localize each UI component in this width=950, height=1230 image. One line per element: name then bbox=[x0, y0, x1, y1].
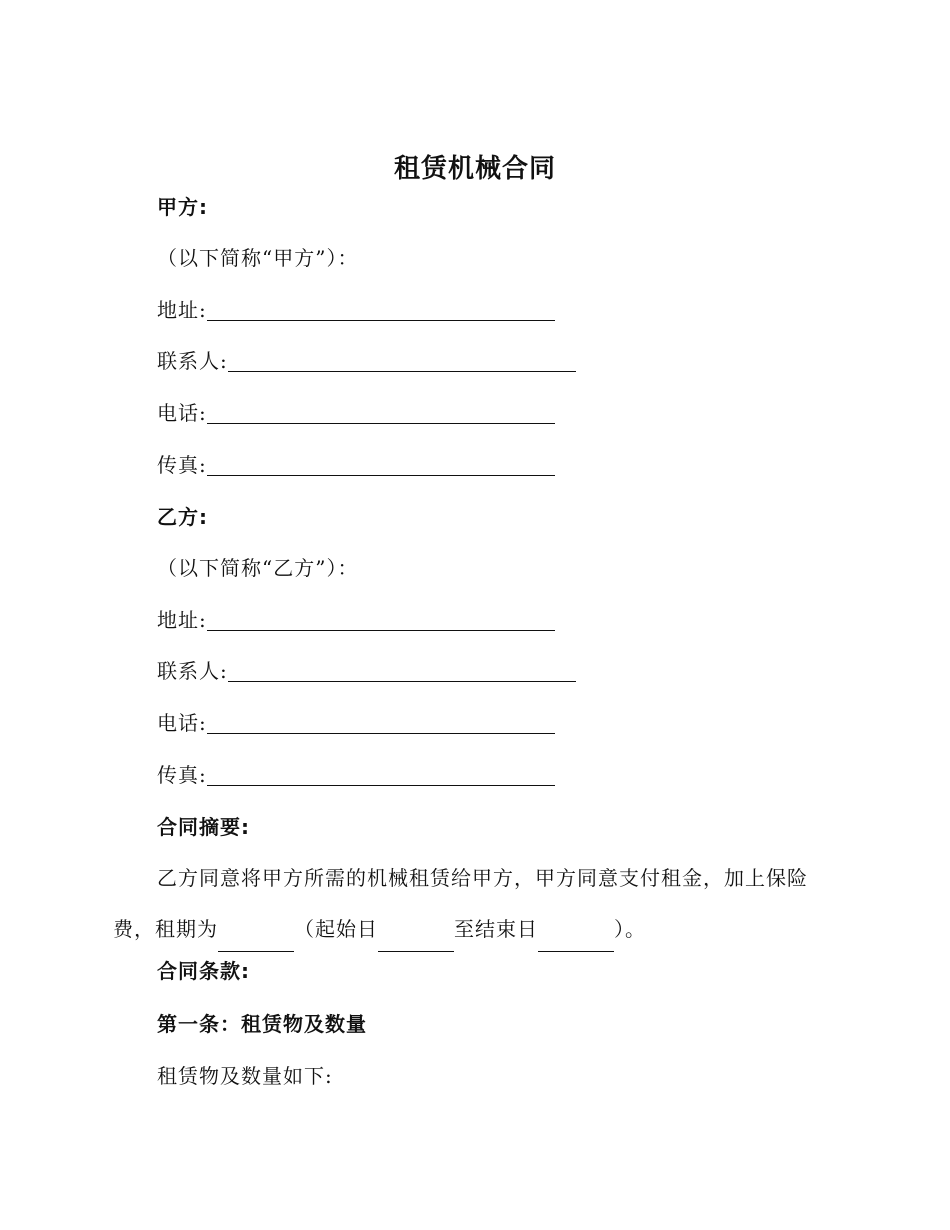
summary-heading: 合同摘要: bbox=[157, 815, 250, 839]
party-a-phone-label: 电话: bbox=[157, 401, 207, 425]
party-a-address-row bbox=[157, 296, 555, 324]
party-a-phone-field[interactable] bbox=[207, 401, 555, 424]
summary-text-part2: （起始日 bbox=[294, 917, 378, 941]
party-a-address-label: 地址: bbox=[157, 298, 207, 322]
end-date-field[interactable] bbox=[538, 929, 614, 952]
summary-text-part3: 至结束日 bbox=[454, 917, 538, 941]
summary-text-part4: ）。 bbox=[614, 917, 646, 941]
party-b-phone-field[interactable] bbox=[207, 711, 555, 734]
summary-paragraph bbox=[113, 853, 833, 955]
party-b-address-label: 地址: bbox=[157, 608, 207, 632]
party-b-phone-label: 电话: bbox=[157, 711, 207, 735]
article-1-heading: 第一条：租赁物及数量 bbox=[157, 1012, 367, 1036]
party-a-alias: （以下简称“甲方”）： bbox=[157, 246, 359, 270]
party-b-contact-field[interactable] bbox=[228, 659, 576, 682]
lease-term-field[interactable] bbox=[218, 929, 294, 952]
party-a-contact-field[interactable] bbox=[228, 349, 576, 372]
party-a-address-field[interactable] bbox=[207, 298, 555, 321]
document-title: 租赁机械合同 bbox=[393, 154, 556, 184]
party-a-phone-row bbox=[157, 399, 555, 427]
terms-heading: 合同条款: bbox=[157, 959, 250, 983]
party-b-fax-label: 传真: bbox=[157, 763, 207, 787]
party-b-phone-row bbox=[157, 709, 555, 737]
party-a-contact-row bbox=[157, 347, 576, 375]
party-a-fax-field[interactable] bbox=[207, 453, 555, 476]
party-a-fax-row bbox=[157, 451, 555, 479]
party-b-fax-field[interactable] bbox=[207, 763, 555, 786]
party-b-alias: （以下简称“乙方”）： bbox=[157, 556, 359, 580]
party-b-fax-row bbox=[157, 761, 555, 789]
party-a-fax-label: 传真: bbox=[157, 453, 207, 477]
party-b-contact-row bbox=[157, 657, 576, 685]
party-b-contact-label: 联系人: bbox=[157, 659, 228, 683]
party-b-address-field[interactable] bbox=[207, 608, 555, 631]
summary-text-part1: 乙方同意将甲方所需的机械租赁给甲方，甲方同意支付租金，加上保险费，租期为 bbox=[113, 866, 808, 941]
start-date-field[interactable] bbox=[378, 929, 454, 952]
party-b-heading: 乙方: bbox=[157, 505, 208, 529]
party-b-address-row bbox=[157, 606, 555, 634]
party-a-heading: 甲方: bbox=[157, 195, 208, 219]
party-a-contact-label: 联系人: bbox=[157, 349, 228, 373]
article-1-text: 租赁物及数量如下: bbox=[157, 1064, 333, 1088]
